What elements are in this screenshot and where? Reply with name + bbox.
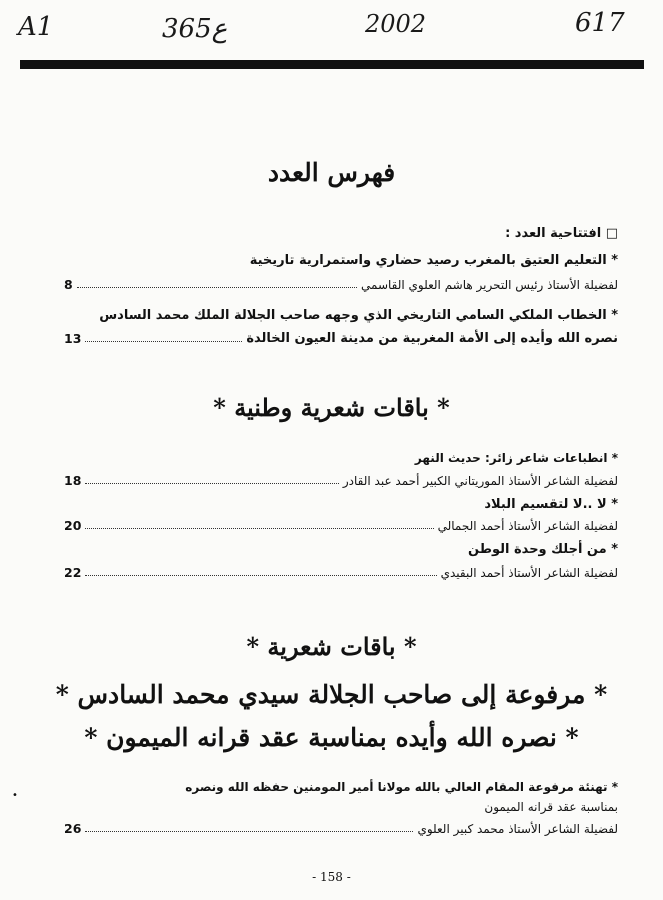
section-banner: * باقات شعرية * — [246, 632, 417, 661]
toc-item-author: لفضيلة الشاعر الأستاذ محمد كبير العلوي — [417, 822, 618, 836]
dedication-line: * مرفوعة إلى صاحب الجلالة سيدي محمد السادس * — [55, 680, 608, 709]
toc-item-entry — [64, 564, 618, 580]
toc-item-entry — [64, 330, 618, 346]
toc-item-entry — [64, 472, 618, 488]
toc-item-title: * الخطاب الملكي السامي التاريخي الذي وجهه صاحب الجلالة الملك محمد السادس — [99, 308, 618, 323]
handwritten-code-left: A1 — [18, 12, 54, 42]
toc-item-author: لفضيلة الشاعر الأستاذ الموريتاني الكبير أحمد عبد القادر — [342, 474, 618, 488]
dot-leader — [85, 483, 338, 484]
toc-item-author: لفضيلة الأستاذ رئيس التحرير هاشم العلوي القاسمي — [361, 278, 618, 292]
section-banner: * باقات شعرية وطنية * — [213, 393, 450, 422]
toc-item-entry — [64, 517, 618, 533]
page-title: فهرس العدد — [267, 158, 396, 187]
dot-leader — [85, 528, 433, 529]
toc-page-number: 8 — [64, 277, 73, 292]
handwritten-code-right: 617 — [575, 8, 625, 38]
toc-item-title-cont: بمناسبة عقد قرانه الميمون — [484, 800, 618, 814]
page-number: - 158 - — [312, 870, 351, 884]
toc-item-title: * تهنئة مرفوعة المقام العالي بالله مولانا أمير المومنين حفظه الله ونصره — [185, 780, 618, 794]
toc-page-number: 13 — [64, 331, 82, 346]
toc-page-number: 22 — [64, 565, 82, 580]
toc-page-number: 18 — [64, 473, 82, 488]
toc-item-entry — [64, 276, 618, 292]
dot-leader — [77, 287, 357, 288]
toc-item-title: * انطباعات شاعر زائر: حديث النهر — [414, 451, 618, 465]
header-rule — [20, 60, 644, 69]
toc-item-author: نصره الله وأيده إلى الأمة المغربية من مدينة العيون الخالدة — [246, 331, 618, 346]
toc-item-title: * التعليم العتيق بالمغرب رصيد حضاري واستمرارية تاريخية — [249, 253, 618, 268]
toc-page-number: 20 — [64, 518, 82, 533]
margin-mark: • — [12, 790, 18, 801]
dot-leader — [85, 831, 413, 832]
dot-leader — [85, 341, 242, 342]
toc-item-author: لفضيلة الشاعر الأستاذ أحمد الجمالي — [437, 519, 618, 533]
toc-item-title: * لا ..لا لتقسيم البلاد — [484, 497, 618, 512]
dot-leader — [85, 575, 436, 576]
opening-heading: □ افتتاحية العدد : — [505, 226, 618, 241]
dedication-line: * نصره الله وأيده بمناسبة عقد قرانه الميمون * — [84, 723, 579, 752]
toc-item-author: لفضيلة الشاعر الأستاذ أحمد البقيدي — [440, 566, 618, 580]
handwritten-year: 2002 — [365, 10, 427, 38]
toc-page-number: 26 — [64, 821, 82, 836]
handwritten-code-mid: 365ع — [162, 14, 228, 44]
toc-item-title: * من أجلك وحدة الوطن — [468, 542, 618, 557]
toc-item-entry — [64, 820, 618, 836]
